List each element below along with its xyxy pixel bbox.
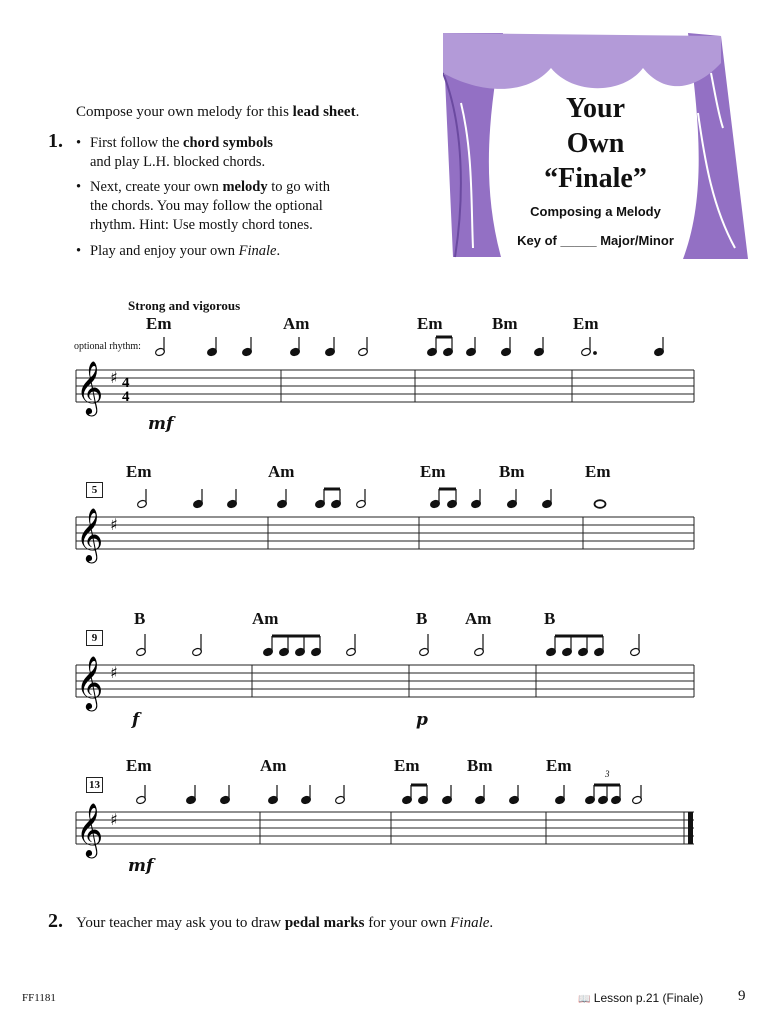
bullet-3-pre: Play and enjoy your own [90, 243, 239, 259]
bullet-1 [76, 134, 273, 172]
chord-symbol: Em [126, 462, 152, 481]
chord-symbol: B [134, 609, 146, 628]
bullet-3-italic: Finale [238, 243, 277, 259]
svg-text:4: 4 [122, 389, 130, 405]
poster-title [443, 91, 748, 196]
chord-symbol: Am [252, 609, 279, 628]
sharp-icon: ♯ [110, 810, 118, 829]
treble-clef-icon: 𝄞 [76, 360, 104, 414]
staff-system-4 [70, 777, 700, 867]
treble-clef-icon: 𝄞 [76, 802, 104, 856]
poster-subtitle: Composing a Melody [530, 204, 661, 219]
intro-post: . [355, 104, 360, 120]
chord-symbol: Am [283, 314, 310, 333]
step1-number: 1. [48, 130, 63, 152]
bullet-2-post: to go with [267, 179, 331, 195]
treble-clef-icon: 𝄞 [76, 655, 104, 709]
final-barline [688, 812, 693, 844]
dynamic-marking: p [416, 710, 428, 730]
poster-title-line1: Your [565, 93, 626, 124]
bullet-3 [76, 242, 281, 261]
bullet-1-pre: First follow the [90, 135, 184, 151]
staff-system-2 [70, 482, 700, 572]
bullet-1-bold: chord symbols [183, 135, 273, 151]
measure-number: 5 [86, 482, 103, 498]
tempo-marking: Strong and vigorous [128, 298, 241, 313]
step2-mid: for your own [364, 915, 451, 931]
footer-code: FF1181 [22, 992, 56, 1004]
chord-symbol: Bm [467, 756, 493, 775]
step2-pre: Your teacher may ask you to draw [76, 915, 285, 931]
staff-system-3 [70, 630, 700, 720]
book-icon: 📖 [578, 994, 591, 1005]
bullet-dot: • [76, 135, 82, 151]
bullet-3-post: . [276, 243, 281, 259]
bullet-dot: • [76, 243, 82, 259]
measure-number: 13 [86, 777, 103, 793]
chord-symbol: Am [465, 609, 492, 628]
bullet-1-line2: and play L.H. blocked chords. [90, 154, 266, 170]
chord-symbol: Em [585, 462, 611, 481]
poster-title-line3: “Finale” [544, 163, 647, 194]
intro-bold: lead sheet [292, 104, 356, 120]
step2-post: . [489, 915, 494, 931]
dynamic-marking: mf [148, 414, 174, 434]
triplet-marking: 3 [605, 769, 610, 779]
bullet-2-bold: melody [222, 179, 268, 195]
sharp-icon: ♯ [110, 663, 118, 682]
bullet-2-line3: rhythm. Hint: Use mostly chord tones. [90, 217, 313, 233]
svg-text:4: 4 [122, 375, 130, 391]
bullet-dot: • [76, 179, 82, 195]
step2-italic: Finale [450, 915, 490, 931]
chord-symbol: Em [546, 756, 572, 775]
dynamic-marking: mf [128, 856, 154, 876]
chord-symbol: Em [394, 756, 420, 775]
intro-pre: Compose your own melody for this [76, 104, 293, 120]
dynamic-marking: f [132, 710, 140, 730]
chord-symbol: Am [268, 462, 295, 481]
poster-key-label: Key of _____ Major/Minor [517, 233, 674, 248]
chord-symbol: Em [126, 756, 152, 775]
bullet-2 [76, 178, 331, 235]
chord-symbol: Em [417, 314, 443, 333]
chord-symbol: Bm [499, 462, 525, 481]
measure-number: 9 [86, 630, 103, 646]
sharp-icon: ♯ [110, 368, 118, 387]
chord-symbol: Em [146, 314, 172, 333]
chord-symbol: B [544, 609, 556, 628]
chord-symbol: Em [573, 314, 599, 333]
optional-rhythm-label: optional rhythm: [74, 341, 141, 352]
sharp-icon: ♯ [110, 515, 118, 534]
chord-symbol: B [416, 609, 428, 628]
page-number: 9 [738, 988, 746, 1004]
intro-text [76, 104, 359, 121]
footer-lesson-label: Lesson p.21 (Finale) [593, 991, 704, 1005]
step2-text [76, 915, 493, 932]
finale-poster [443, 33, 748, 261]
staff-system-1 [70, 335, 700, 425]
step2-bold: pedal marks [284, 915, 365, 931]
bullet-2-pre: Next, create your own [90, 179, 223, 195]
treble-clef-icon: 𝄞 [76, 507, 104, 561]
footer-lesson-ref [578, 991, 703, 1005]
step2-number: 2. [48, 910, 63, 932]
bullet-2-line2: the chords. You may follow the optional [90, 198, 323, 214]
chord-symbol: Em [420, 462, 446, 481]
chord-symbol: Am [260, 756, 287, 775]
chord-symbol: Bm [492, 314, 518, 333]
poster-title-line2: Own [566, 128, 625, 159]
